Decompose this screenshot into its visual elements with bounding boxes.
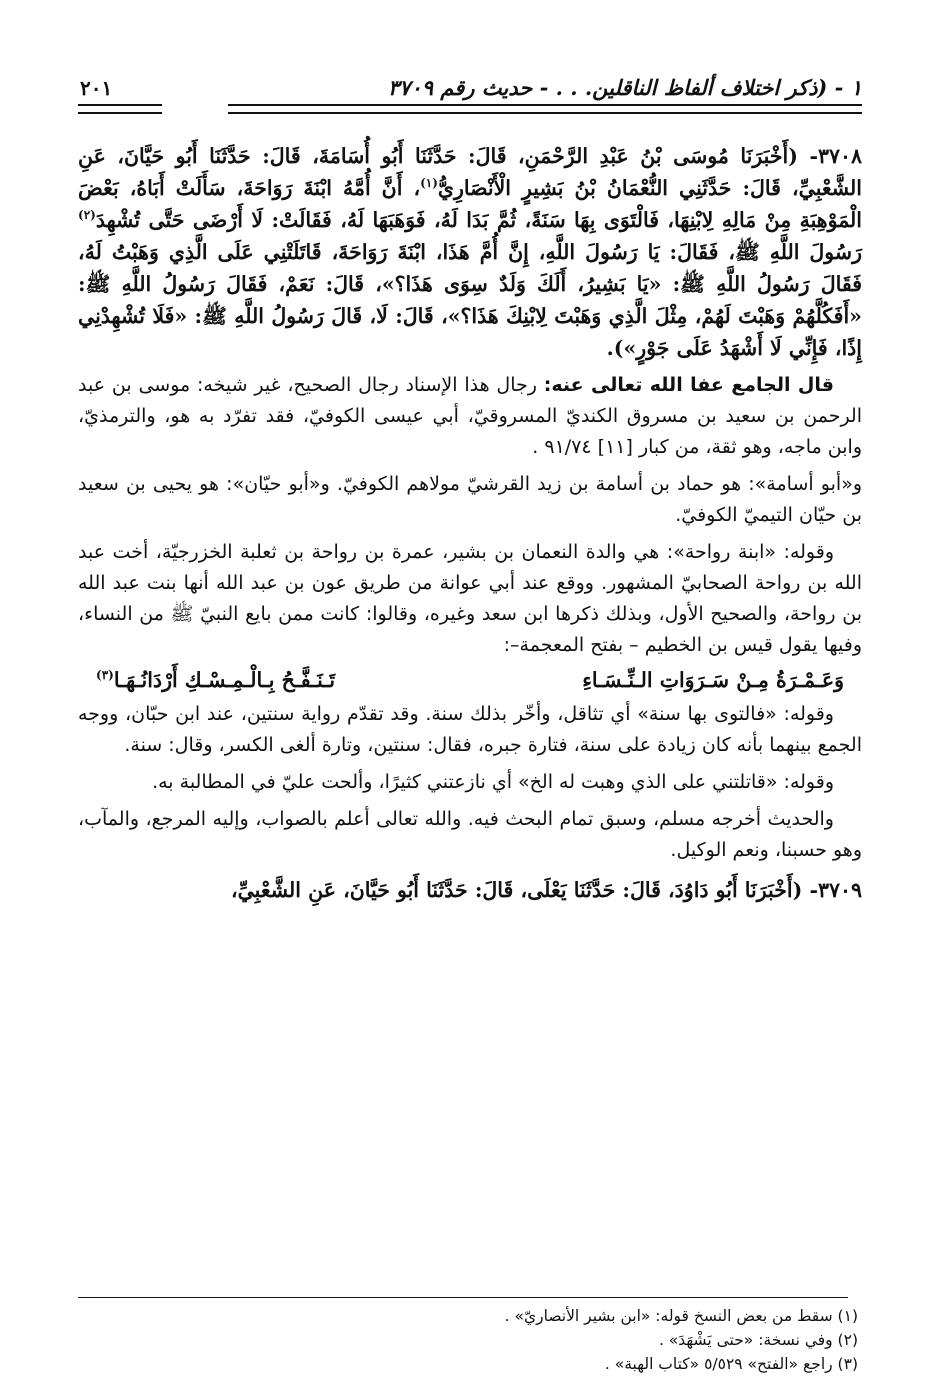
page-body xyxy=(78,140,862,906)
commentary-narrators: قال الجامع عفا الله تعالى عنه: رجال هذا الإسناد رجال الصحيح، غير شيخه: موسى بن عبد الرحمن بن سعيد بن مسروق الكنديّ المسروقيّ، أبي عيسى الكوفيّ، فقد تفرّد به هو، والترمذيّ، وابن ماجه، وهو ثقة، من كبار [١١] ٩١/٧٤ . xyxy=(78,374,862,458)
verse-second-hemistich: تَـنَـفَّـحُ بِـالْـمِـسْـكِ أَرْدَانُـهَـا xyxy=(113,668,336,692)
footnote-3: (٣) راجع «الفتح» ٥/٥٢٩ «كتاب الهبة» . xyxy=(604,1355,858,1373)
hadith-3708: ٣٧٠٨- (أَخْبَرَنَا مُوسَى بْنُ عَبْدِ الرَّحْمَنِ، قَالَ: حَدَّثَنَا أَبُو أُسَامَةَ، قَالَ: حَدَّثَنَا أَبُو حَيَّانَ، عَنِ الشَّعْبِيِّ، قَالَ: حَدَّثَنِي النُّعْمَانُ بْنُ بَشِيرٍ الْأَنْصَارِيُّ$^{(١)}$، أَنَّ أُمَّهُ ابْنَةَ رَوَاحَةَ، سَأَلَتْ أَبَاهُ، بَعْضَ الْمَوْهِبَةِ مِنْ مَالِهِ لِابْنِهَا، فَالْتَوَى بِهَا سَنَةً، ثُمَّ بَدَا لَهُ، فَوَهَبَهَا لَهُ، فَقَالَتْ: لَا أَرْضَى حَتَّى تُشْهِدَ$^{(٢)}$ رَسُولَ اللَّهِ ﷺ، فَقَالَ: يَا رَسُولَ اللَّهِ، إِنَّ أُمَّ هَذَا، ابْنَةَ رَوَاحَةَ، قَاتَلَتْنِي عَلَى الَّذِي وَهَبْتُ لَهُ، فَقَالَ رَسُولُ اللَّهِ ﷺ: «يَا بَشِيرُ، أَلَكَ وَلَدٌ سِوَى هَذَا؟»، قَالَ: نَعَمْ، فَقَالَ رَسُولُ اللَّهِ ﷺ: «أَفَكُلَّهُمْ وَهَبْتَ لَهُمْ، مِثْلَ الَّذِي وَهَبْتَ لِابْنِكَ هَذَا؟»، قَالَ: لَا، قَالَ رَسُولُ اللَّهِ ﷺ: «فَلَا تُشْهِدْنِي إِذًا، فَإِنِّي لَا أَشْهَدُ عَلَى جَوْرٍ»). xyxy=(78,144,863,360)
commentary-takhrij: والحديث أخرجه مسلم، وسبق تمام البحث فيه. والله تعالى أعلم بالصواب، وإليه المرجع، والمآب، وهو حسبنا، ونعم الوكيل. xyxy=(78,808,862,861)
hadith-3709: ٣٧٠٩- (أَخْبَرَنَا أَبُو دَاوُدَ، قَالَ: حَدَّثَنَا يَعْلَى، قَالَ: حَدَّثَنَا أَبُو حَيَّانَ، عَنِ الشَّعْبِيِّ، xyxy=(230,878,862,902)
footnote-2: (٢) وفي نسخة: «حتى يَشْهَدَ» . xyxy=(658,1331,858,1349)
footnote-mark-3: (٣) xyxy=(96,668,114,683)
page-number: ٢٠١ xyxy=(80,76,113,100)
footnote-divider xyxy=(78,1297,848,1298)
commentary-iltawa: وقوله: «فالتوى بها سنة» أي تثاقل، وأخّر بذلك سنة. وقد تقدّم رواية سنتين، عند ابن حبّان، ووجه الجمع بينهما بأنه كان زيادة على سنة، فتارة جبره، فقال: سنتين، وتارة ألغى الكسر، وقال: سنة. xyxy=(78,703,862,756)
commentary-qatalatni: وقوله: «قاتلتني على الذي وهبت له الخ» أي نازعتني كثيرًا، وألحت عليّ في المطالبة به. xyxy=(152,771,834,793)
header-rule-left xyxy=(78,104,162,114)
header-title: ١ - (ذكر اختلاف ألفاظ الناقلين. . . - حديث رقم ٣٧٠٩ xyxy=(387,75,862,100)
footnote-1: (١) سقط من بعض النسخ قوله: «ابن بشير الأنصاريّ» . xyxy=(504,1307,858,1325)
footnote-mark-2: (٢) xyxy=(78,208,96,223)
page xyxy=(78,62,863,1373)
commentary-ibnat-rawaha: وقوله: «ابنة رواحة»: هي والدة النعمان بن بشير، عمرة بن رواحة بن ثعلبة الخزرجيّة، أخت عبد الله بن رواحة الصحابيّ المشهور. ووقع عند أبي عوانة من طريق عون بن عبد الله أنها بنت عبد الله بن رواحة، والصحيح الأول، وبذلك ذكرها ابن سعد وغيره، وقالوا: كانت ممن بايع النبيّ ﷺ من النساء، وفيها يقول قيس بن الخطيم – بفتح المعجمة–: xyxy=(78,541,862,656)
header-rule-right xyxy=(228,104,862,114)
commentary-lead: قال الجامع عفا الله تعالى عنه: xyxy=(543,374,834,396)
poetry-verse xyxy=(78,661,862,699)
footnote-mark-1: (١) xyxy=(420,176,438,191)
verse-first-hemistich: وَعَـمْـرَةُ مِـنْ سَـرَوَاتِ الـنِّـسَـاءِ xyxy=(582,668,844,692)
footnotes xyxy=(78,1304,862,1376)
commentary-names: و«أبو أسامة»: هو حماد بن أسامة بن زيد القرشيّ مولاهم الكوفيّ. و«أبو حيّان»: هو يحيى بن سعيد بن حيّان التيميّ الكوفيّ. xyxy=(78,473,862,526)
header-rule xyxy=(78,104,862,114)
running-header xyxy=(78,62,862,100)
